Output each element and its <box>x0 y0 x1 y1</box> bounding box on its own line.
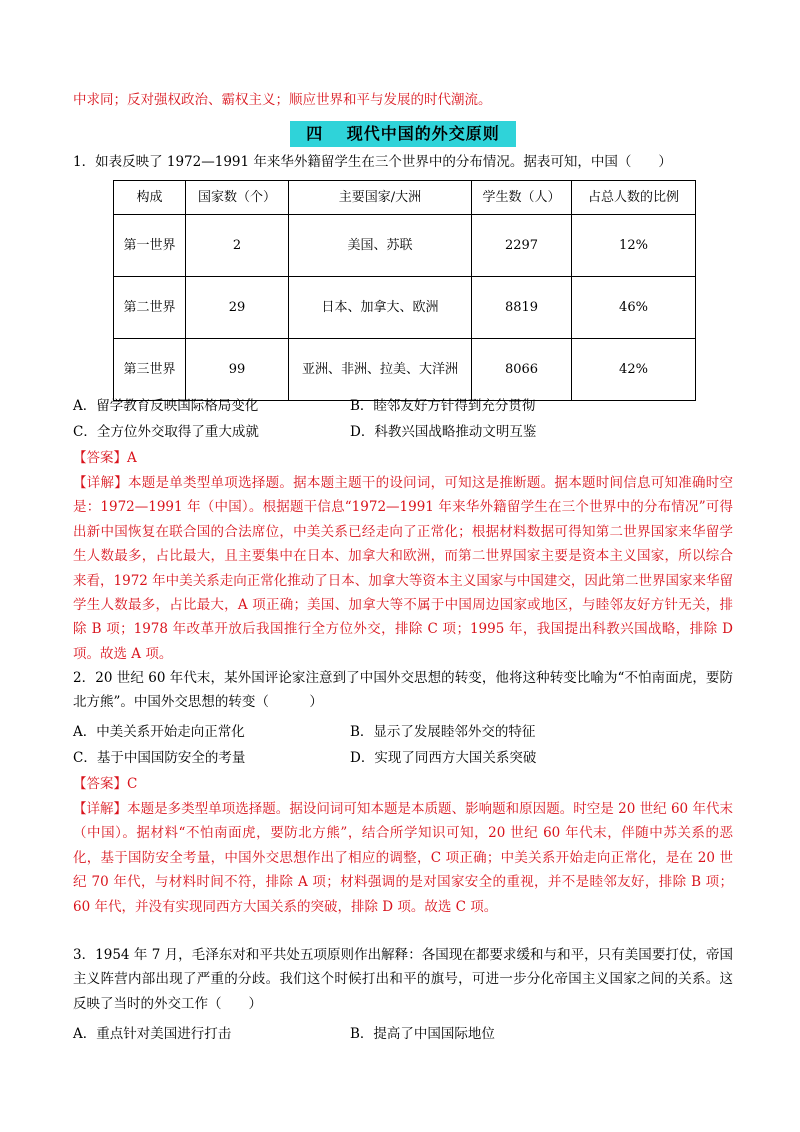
q2-option-d[interactable]: D．实现了同西方大国关系突破 <box>350 750 537 766</box>
q2-option-b[interactable]: B．显示了发展睦邻外交的特征 <box>350 724 536 740</box>
table-row <box>114 277 696 339</box>
q3-option-b[interactable]: B．提高了中国国际地位 <box>350 1026 495 1042</box>
q1-option-c[interactable]: C．全方位外交取得了重大成就 <box>73 424 259 440</box>
question-3-stem: 3．1954 年 7 月，毛泽东对和平共处五项原则作出解释：各国现在都要求缓和与和平，只有美国要打仗，帝国主义阵营内部出现了严重的分歧。我们这个时候打出和平的旗号，可进一步分化帝国主义国家之间的关系。这反映了当时的外交工作（ ） <box>73 947 733 1012</box>
table-cell: 8066 <box>472 339 572 401</box>
table-header: 学生数（人） <box>472 181 572 215</box>
table-header: 主要国家/大洲 <box>289 181 472 215</box>
table-header: 构成 <box>114 181 186 215</box>
table-cell: 美国、苏联 <box>289 215 472 277</box>
student-distribution-table <box>113 180 696 401</box>
table-cell: 99 <box>186 339 289 401</box>
table-row <box>114 339 696 401</box>
intro-line: 中求同；反对强权政治、霸权主义；顺应世界和平与发展的时代潮流。 <box>73 92 492 108</box>
table-header-row <box>114 181 696 215</box>
q1-detail: 【详解】本题是单类型单项选择题。据本题主题干的设问词，可知这是推断题。据本题时间信息可知准确时空是：1972—1991 年（中国）。根据题干信息“1972—1991 年来华外籍留学生在三个世界中的分布情况”可得出新中国恢复在联合国的合法席位，中美关系已经走向了正常化；根据材料数据可得知第二世界国家来华留学生人数最多，占比最大，且主要集中在日本、加拿大和欧洲，而第二世界国家主要是资本主义国家，所以综合来看，1972 年中美关系走向正常化推动了日本、加拿大等资本主义国家与中国建交，因此第二世界国家来华留学生人数最多，占比最大，A 项正确；美国、加拿大等不属于中国周边国家或地区，与睦邻友好方针无关，排除 B 项；1978 年改革开放后我国推行全方位外交，排除 C 项；1995 年，我国提出科教兴国战略，排除 D 项。故选 A 项。 <box>73 475 733 662</box>
table-header: 国家数（个） <box>186 181 289 215</box>
table-cell: 2297 <box>472 215 572 277</box>
table-cell: 第一世界 <box>114 215 186 277</box>
table-cell: 第三世界 <box>114 339 186 401</box>
question-2-stem: 2．20 世纪 60 年代末，某外国评论家注意到了中国外交思想的转变，他将这种转变比喻为“不怕南面虎，要防北方熊”。中国外交思想的转变（ ） <box>73 670 733 711</box>
table-cell: 8819 <box>472 277 572 339</box>
q2-answer: 【答案】C <box>73 776 138 792</box>
table-cell: 2 <box>186 215 289 277</box>
table-cell: 日本、加拿大、欧洲 <box>289 277 472 339</box>
q1-answer: 【答案】A <box>73 450 137 466</box>
table-cell: 46% <box>572 277 696 339</box>
table-row <box>114 215 696 277</box>
q3-option-a[interactable]: A．重点针对美国进行打击 <box>73 1026 232 1042</box>
q1-option-b[interactable]: B．睦邻友好方针得到充分贯彻 <box>350 398 536 414</box>
table-cell: 29 <box>186 277 289 339</box>
q1-option-d[interactable]: D．科教兴国战略推动文明互鉴 <box>350 424 537 440</box>
table-cell: 12% <box>572 215 696 277</box>
table-cell: 第二世界 <box>114 277 186 339</box>
question-1-stem: 1．如表反映了 1972—1991 年来华外籍留学生在三个世界中的分布情况。据表可知，中国（ ） <box>73 154 672 170</box>
table-cell: 亚洲、非洲、拉美、大洋洲 <box>289 339 472 401</box>
q2-option-c[interactable]: C．基于中国国防安全的考量 <box>73 750 246 766</box>
q2-detail: 【详解】本题是多类型单项选择题。据设问词可知本题是本质题、影响题和原因题。时空是 20 世纪 60 年代末（中国）。据材料“不怕南面虎，要防北方熊”，结合所学知识可知，20 世纪 60 年代末，伴随中苏关系的恶化，基于国防安全考量，中国外交思想作出了相应的调整，C 项正确；中美关系开始走向正常化，是在 20 世纪 70 年代，与材料时间不符，排除 A 项；材料强调的是对国家安全的重视，并不是睦邻友好，排除 B 项；60 年代，并没有实现同西方大国关系的突破，排除 D 项。故选 C 项。 <box>73 801 733 915</box>
section-title: 四 现代中国的外交原则 <box>290 121 516 147</box>
table-header: 占总人数的比例 <box>572 181 696 215</box>
table-cell: 42% <box>572 339 696 401</box>
q2-option-a[interactable]: A．中美关系开始走向正常化 <box>73 724 245 740</box>
q1-option-a[interactable]: A．留学教育反映国际格局变化 <box>73 398 259 414</box>
